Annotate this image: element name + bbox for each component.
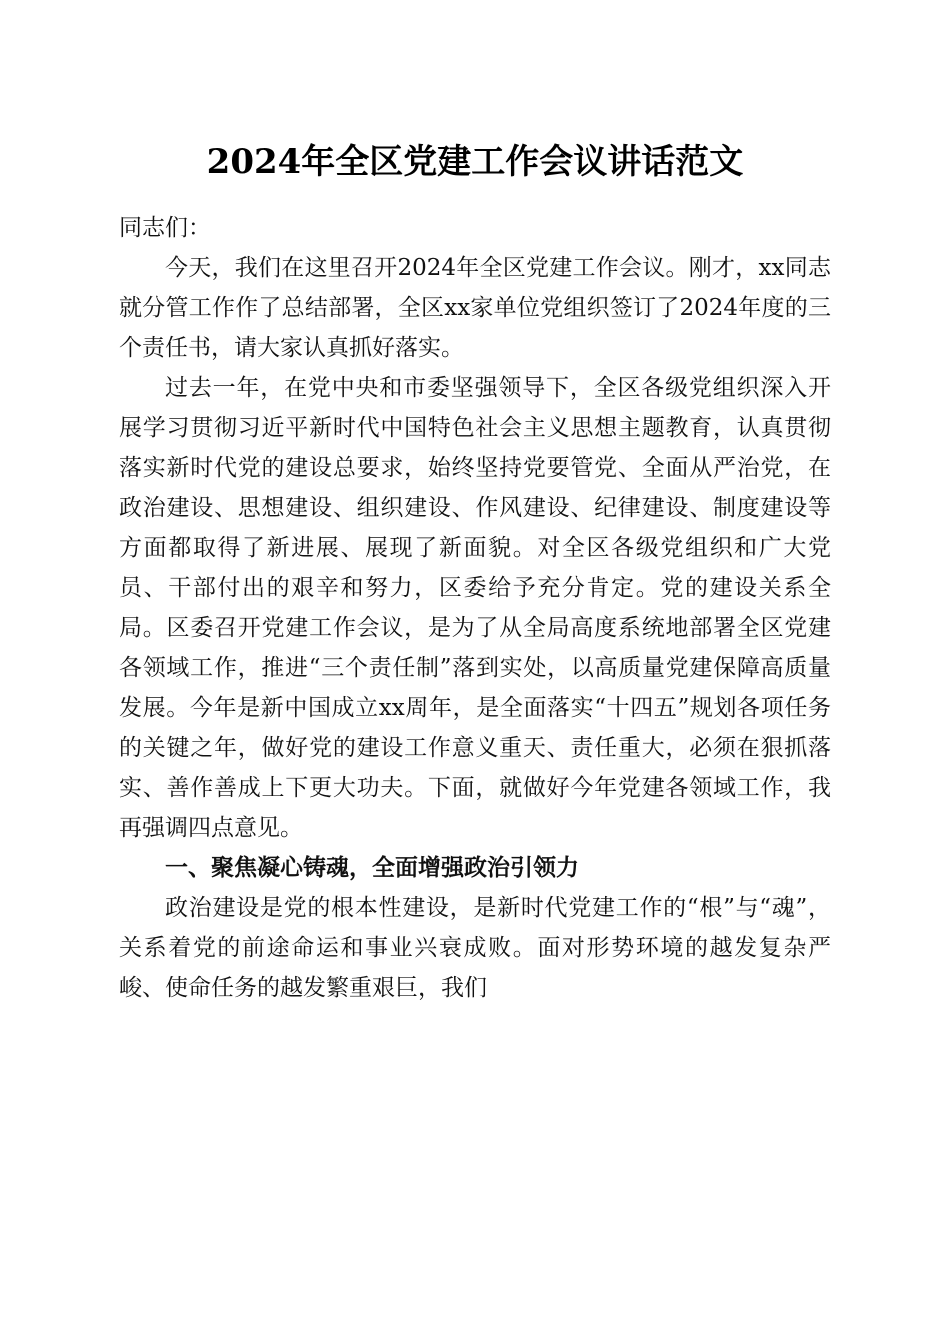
paragraph-section-one: 政治建设是党的根本性建设，是新时代党建工作的“根”与“魂”，关系着党的前途命运和事业兴衰成败。面对形势环境的越发复杂严峻、使命任务的越发繁重艰巨，我们 bbox=[119, 895, 831, 1001]
paragraph-opening: 今天，我们在这里召开2024年全区党建工作会议。刚才，xx同志就分管工作作了总结部署，全区xx家单位党组织签订了2024年度的三个责任书，请大家认真抓好落实。 bbox=[119, 255, 831, 361]
document-title: 2024年全区党建工作会议讲话范文 bbox=[206, 142, 744, 182]
salutation: 同志们： bbox=[119, 215, 211, 241]
document-body bbox=[119, 208, 831, 1008]
section-heading: 一、聚焦凝心铸魂，全面增强政治引领力 bbox=[165, 855, 579, 881]
paragraph-review: 过去一年，在党中央和市委坚强领导下，全区各级党组织深入开展学习贯彻习近平新时代中国特色社会主义思想主题教育，认真贯彻落实新时代党的建设总要求，始终坚持党要管党、全面从严治党，在政治建设、思想建设、组织建设、作风建设、纪律建设、制度建设等方面都取得了新进展、展现了新面貌。对全区各级党组织和广大党员、干部付出的艰辛和努力，区委给予充分肯定。党的建设关系全局。区委召开党建工作会议，是为了从全局高度系统地部署全区党建各领域工作，推进“三个责任制”落到实处，以高质量党建保障高质量发展。今年是新中国成立xx周年，是全面落实“十四五”规划各项任务的关键之年，做好党的建设工作意义重天、责任重大，必须在狠抓落实、善作善成上下更大功夫。下面，就做好今年党建各领域工作，我再强调四点意见。 bbox=[119, 375, 831, 841]
